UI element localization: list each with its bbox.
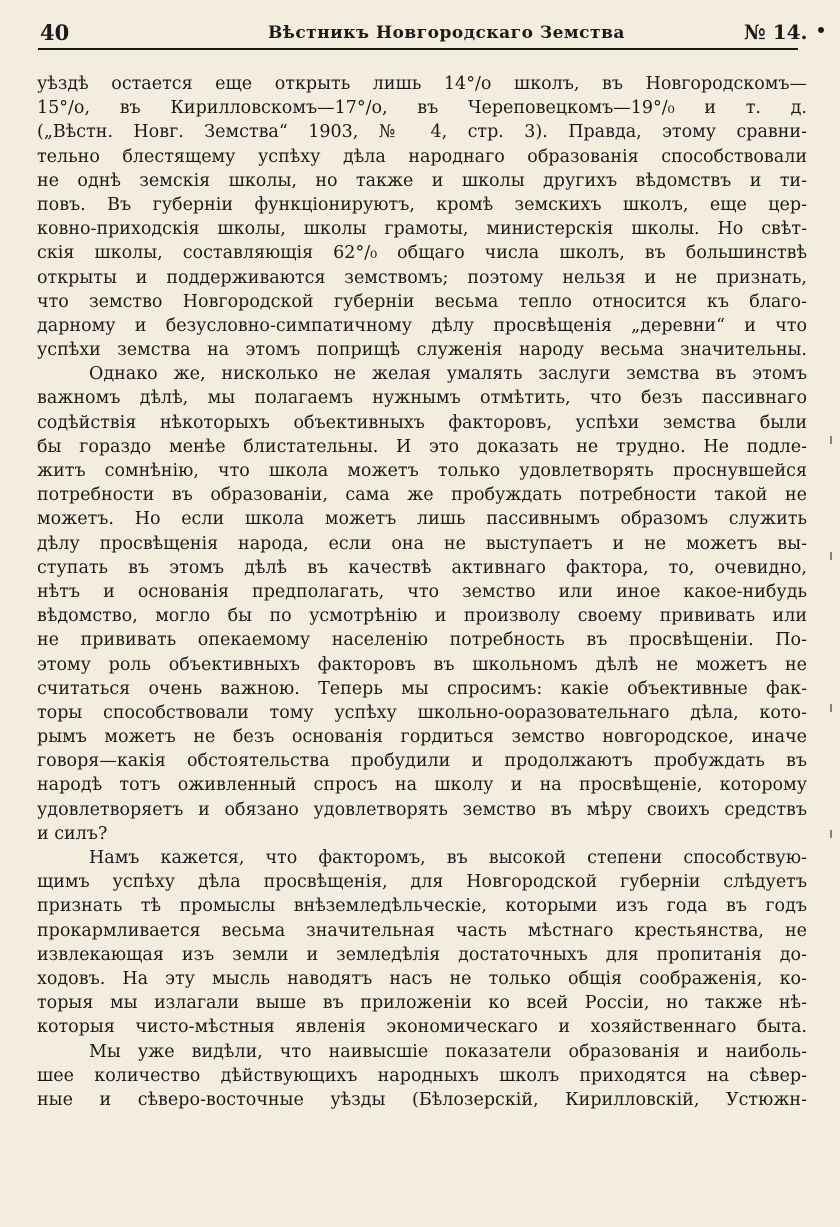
- text-line: извлекающая изъ земли и земледѣлія достаточныхъ для пропитанія до-: [37, 944, 807, 965]
- margin-tick-mark: [830, 552, 838, 560]
- text-line: повъ. Въ губерніи функціонируютъ, кромѣ земскихъ школъ, еще цер-: [37, 194, 807, 215]
- text-line: ковно-приходскія школы, школы грамоты, министерскія школы. Но свѣт-: [37, 219, 807, 240]
- text-line: торы способствовали тому успѣху школьно-ооразовательнаго дѣла, кото-: [37, 702, 807, 723]
- text-line: скія школы, составляющія 62°/₀ общаго числа школъ, въ большинствѣ: [37, 243, 807, 264]
- text-line: шее количество дѣйствующихъ народныхъ школъ приходятся на сѣвер-: [37, 1065, 807, 1086]
- text-line: бы гораздо менѣе блистательны. И это доказать не трудно. Не подле-: [37, 436, 807, 457]
- edge-dot-mark: [818, 27, 824, 33]
- text-line: что земство Новгородской губерніи весьма тепло относится къ благо-: [37, 291, 807, 312]
- text-line: важномъ дѣлѣ, мы полагаемъ нужнымъ отмѣтить, что безъ пассивнаго: [37, 388, 807, 409]
- text-line: ные и сѣверо-восточные уѣзды (Бѣлозерскій, Кирилловскій, Устюжн-: [37, 1089, 807, 1110]
- margin-tick-mark: [830, 830, 838, 838]
- paragraph: [37, 362, 807, 846]
- text-line: тельно блестящему успѣху дѣла народнаго образованія способствовали: [37, 146, 807, 167]
- text-line: ступать въ этомъ дѣлѣ въ качествѣ активнаго фактора, то, очевидно,: [37, 557, 807, 578]
- text-line: торыя мы излагали выше въ приложеніи ко всей Россіи, но также нѣ-: [37, 993, 807, 1014]
- text-line: считаться очень важною. Теперь мы спросимъ: какіе объективные фак-: [37, 678, 807, 699]
- page-header: [28, 16, 828, 52]
- text-line: уѣздѣ остается еще открыть лишь 14°/о школъ, въ Новгородскомъ—: [37, 74, 807, 94]
- text-line: ходовъ. На эту мысль наводятъ насъ не только общія соображенія, ко-: [37, 968, 807, 989]
- text-line: успѣхи земства на этомъ поприщѣ служенія народу весьма значительны.: [37, 340, 807, 361]
- text-line: которыя чисто-мѣстныя явленія экономическаго и хозяйственнаго быта.: [37, 1017, 807, 1038]
- text-line: („Вѣстн. Новг. Земства“ 1903, № 4, стр. 3). Правда, этому сравни-: [37, 122, 807, 143]
- issue-number: № 14.: [744, 20, 808, 44]
- text-line: открыты и поддерживаются земствомъ; поэтому нельзя и не признать,: [37, 267, 807, 288]
- text-line: Однако же, нисколько не желая умалять заслуги земства въ этомъ: [89, 364, 807, 385]
- text-line: 15°/о, въ Кирилловскомъ—17°/о, въ Череповецкомъ—19°/₀ и т. д.: [37, 98, 807, 119]
- text-line: потребности въ образованіи, сама же пробуждать потребности такой не: [37, 485, 807, 506]
- text-line: народѣ тотъ оживленный спросъ на школу и на просвѣщеніе, которому: [37, 775, 807, 796]
- text-line: Намъ кажется, что факторомъ, въ высокой степени способствую-: [89, 848, 807, 868]
- margin-tick-mark: [830, 436, 838, 444]
- text-line: нѣтъ и основанія предполагать, что земство или иное какое-нибудь: [37, 581, 807, 602]
- text-line: этому роль объективныхъ факторовъ въ школьномъ дѣлѣ не можетъ не: [37, 654, 807, 675]
- header-rule: [38, 48, 798, 50]
- margin-tick-mark: [830, 704, 838, 712]
- text-line: вѣдомство, могло бы по усмотрѣнію и произволу своему прививать или: [37, 606, 807, 627]
- text-line: и силъ?: [37, 823, 108, 844]
- text-line: можетъ. Но если школа можетъ лишь пассивнымъ образомъ служить: [37, 509, 807, 530]
- text-line: удовлетворяетъ и обязано удовлетворять земство въ мѣру своихъ средствъ: [37, 799, 807, 820]
- text-line: говоря—какія обстоятельства пробудили и продолжаютъ пробуждать въ: [37, 751, 807, 772]
- text-line: рымъ можетъ не безъ основанія гордиться земство новгородское, иначе: [37, 727, 807, 748]
- body-text: [37, 72, 807, 1112]
- paragraph: [37, 1040, 807, 1113]
- text-line: дѣлу просвѣщенія народа, если она не выступаетъ и не можетъ вы-: [37, 533, 807, 554]
- page-number: 40: [40, 20, 70, 45]
- text-line: житъ сомнѣнію, что школа можетъ только удовлетворять проснувшейся: [37, 461, 807, 481]
- running-title: Вѣстникъ Новгородскаго Земства: [268, 23, 625, 43]
- text-line: дарному и безусловно-симпатичному дѣлу просвѣщенія „деревни“ и что: [37, 315, 807, 336]
- text-line: содѣйствія нѣкоторыхъ объективныхъ факторовъ, успѣхи земства были: [37, 412, 807, 433]
- text-line: щимъ успѣху дѣла просвѣщенія, для Новгородской губерніи слѣдуетъ: [37, 872, 807, 893]
- text-line: не прививать опекаемому населенію потребность въ просвѣщеніи. По-: [37, 630, 807, 651]
- text-line: не однѣ земскія школы, но также и школы другихъ вѣдомствъ и ти-: [37, 170, 807, 191]
- text-line: Мы уже видѣли, что наивысшіе показатели образованія и наиболь-: [89, 1041, 807, 1062]
- paragraph: [37, 72, 807, 362]
- text-line: признать тѣ промыслы внѣземледѣльческіе, которыми изъ года въ годъ: [37, 896, 807, 917]
- text-line: прокармливается весьма значительная часть мѣстнаго крестьянства, не: [37, 920, 807, 941]
- paragraph: [37, 846, 807, 1040]
